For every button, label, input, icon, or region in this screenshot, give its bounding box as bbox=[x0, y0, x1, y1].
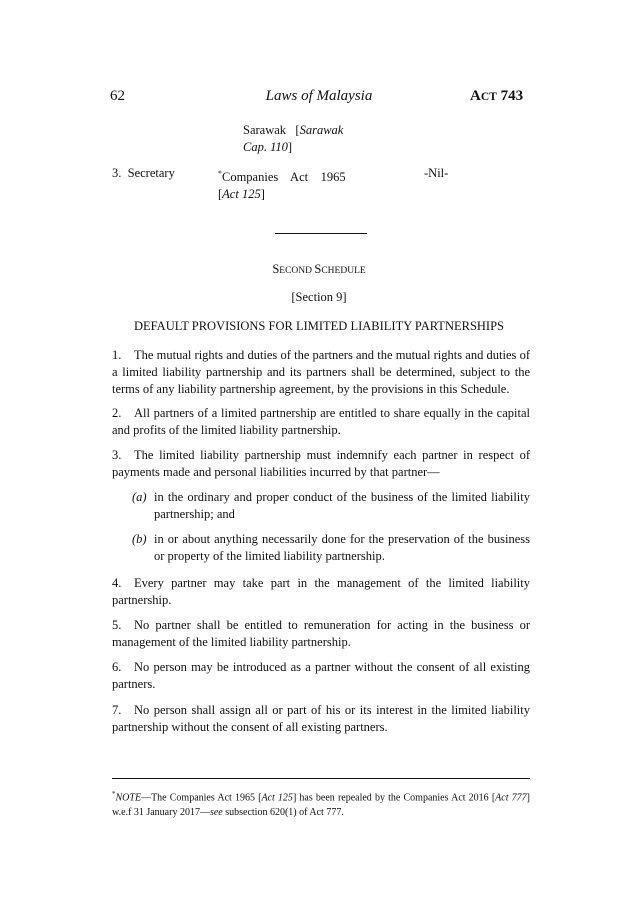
table-cont-line1: Sarawak [Sarawak bbox=[243, 123, 344, 137]
table-row-3-value: -Nil- bbox=[424, 166, 449, 180]
page-number: 62 bbox=[110, 88, 125, 104]
table-row-3-law: *Companies Act 1965 [Act 125] bbox=[218, 169, 346, 202]
paragraph-4: 4. Every partner may take part in the management of the limited liability partnership. bbox=[112, 576, 530, 607]
act-num: 743 bbox=[496, 88, 524, 104]
subitem-a: (a) in the ordinary and proper conduct of the business of the limited liability partnership; and bbox=[132, 490, 530, 521]
paragraph-1: 1. The mutual rights and duties of the partners and the mutual rights and duties of a limited liability partnership and its partners shall be determined, subject to the terms of any liability partnership agreement, by the provisions in this Schedule. bbox=[112, 348, 530, 396]
paragraph-3: 3. The limited liability partnership must indemnify each partner in respect of payments made and personal liabilities incurred by that partner— bbox=[112, 448, 530, 479]
table-row-3-title: 3. Secretary bbox=[112, 166, 175, 180]
act-small-caps: CT bbox=[480, 91, 497, 103]
subitem-b: (b) in or about anything necessarily done for the preservation of the business or property of the limited liability partnership. bbox=[132, 532, 530, 563]
act-number bbox=[470, 88, 523, 105]
section-separator bbox=[275, 233, 367, 234]
paragraph-5: 5. No partner shall be entitled to remuneration for acting in the business or management of the limited liability partnership. bbox=[112, 618, 530, 649]
section-reference: [Section 9] bbox=[291, 290, 347, 304]
act-prefix: A bbox=[470, 88, 481, 104]
schedule-heading: DEFAULT PROVISIONS FOR LIMITED LIABILITY PARTNERSHIPS bbox=[133, 319, 504, 333]
footnote-rule bbox=[112, 778, 530, 779]
running-title: Laws of Malaysia bbox=[265, 88, 373, 104]
paragraph-7: 7. No person shall assign all or part of his or its interest in the limited liability partnership without the consent of all existing partners. bbox=[112, 703, 530, 734]
paragraph-2: 2. All partners of a limited partnership are entitled to share equally in the capital and profits of the limited liability partnership. bbox=[112, 406, 530, 437]
schedule-title: SECOND SCHEDULE bbox=[272, 262, 366, 276]
table-cont-line2: Cap. 110] bbox=[243, 140, 293, 154]
table-cont-law-cell bbox=[243, 122, 343, 156]
paragraph-6: 6. No person may be introduced as a partner without the consent of all existing partners. bbox=[112, 660, 530, 691]
footnote: *NOTE—The Companies Act 1965 [Act 125] has been repealed by the Companies Act 2016 [Act 777] w.e.f 31 January 2017—see subsection 620(1) of Act 777. bbox=[112, 790, 530, 819]
